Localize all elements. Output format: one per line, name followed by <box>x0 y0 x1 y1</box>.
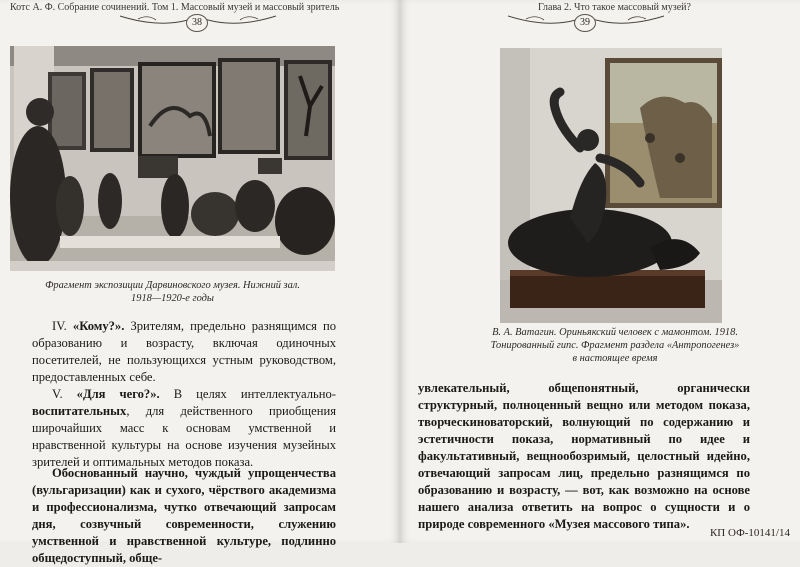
body-text-bold <box>32 465 336 567</box>
paragraph <box>32 386 336 471</box>
paragraph <box>32 318 336 386</box>
page-number: 39 <box>574 14 596 32</box>
paragraph-text: , для действенного приобщения широчайших масс к основам умственной и нравственной культуры на основе изучения музейных зрителей и оптимальных методов показа. <box>32 404 336 469</box>
left-page <box>0 0 400 565</box>
caption-line: В. А. Ватагин. Ориньякский человек с мамонтом. 1918. <box>492 327 738 338</box>
sculpture-photo <box>500 48 722 323</box>
item-heading: «Для чего?». <box>76 387 160 401</box>
page-number: 38 <box>186 14 208 32</box>
photo-caption <box>470 326 760 365</box>
bold-word: воспитательных <box>32 404 127 418</box>
paragraph-text: Зрителям, предельно разнящимся по образованию и возрасту, включая одиночных посетителей, не пользующихся устным руководством, предоставленных себе. <box>32 319 337 384</box>
paragraph-end: . <box>686 517 690 531</box>
item-heading: «Кому?». <box>72 319 125 333</box>
item-number: IV. <box>52 319 73 333</box>
item-number: V. <box>52 387 77 401</box>
museum-hall-photo <box>10 46 335 271</box>
paragraph-text: В целях интеллектуально- <box>159 387 336 401</box>
body-text-bold <box>418 380 750 533</box>
paragraph <box>418 380 750 533</box>
paragraph: Обоснованный научно, чуждый упрощенчества (вульгаризации) как и сухого, чёрствого академизма и профессионализма, чутко отвечающий запросам дня, созвучный современности, служению умственной и нравственной культуре, подлинно общедоступный, обще- <box>32 466 336 565</box>
body-text <box>32 318 336 471</box>
running-head: Глава 2. Что такое массовый музей? <box>538 2 691 13</box>
caption-line: 1918—1920-е годы <box>131 293 214 304</box>
catalog-number: КП ОФ-10141/14 <box>709 527 790 539</box>
caption-line: в настоящее время <box>572 353 658 364</box>
caption-line: Тонированный гипс. Фрагмент раздела «Антропогенез» <box>490 340 740 351</box>
right-page <box>400 0 800 543</box>
caption-line: Фрагмент экспозиции Дарвиновского музея. Нижний зал. <box>45 280 300 291</box>
emphasis-term: «Музея массового типа» <box>548 517 687 531</box>
paragraph-text: увлекательный, общепонятный, органически структурный, полноценный вещно или методом показа, творческиноваторский, волнующий по содержанию и эстетичности показа, нормативный по идее и факультативный, вещнообозримый, целостный идейно, отвечающий запросам лиц, предельно разнящимся по образованию и возрасту, — вот, как возможно на основе нашего анализа ответить на вопрос о сущности и о природе современного <box>418 381 750 531</box>
running-head: Котс А. Ф. Собрание сочинений. Том 1. Массовый музей и массовый зритель <box>10 2 340 13</box>
photo-caption <box>10 279 335 305</box>
